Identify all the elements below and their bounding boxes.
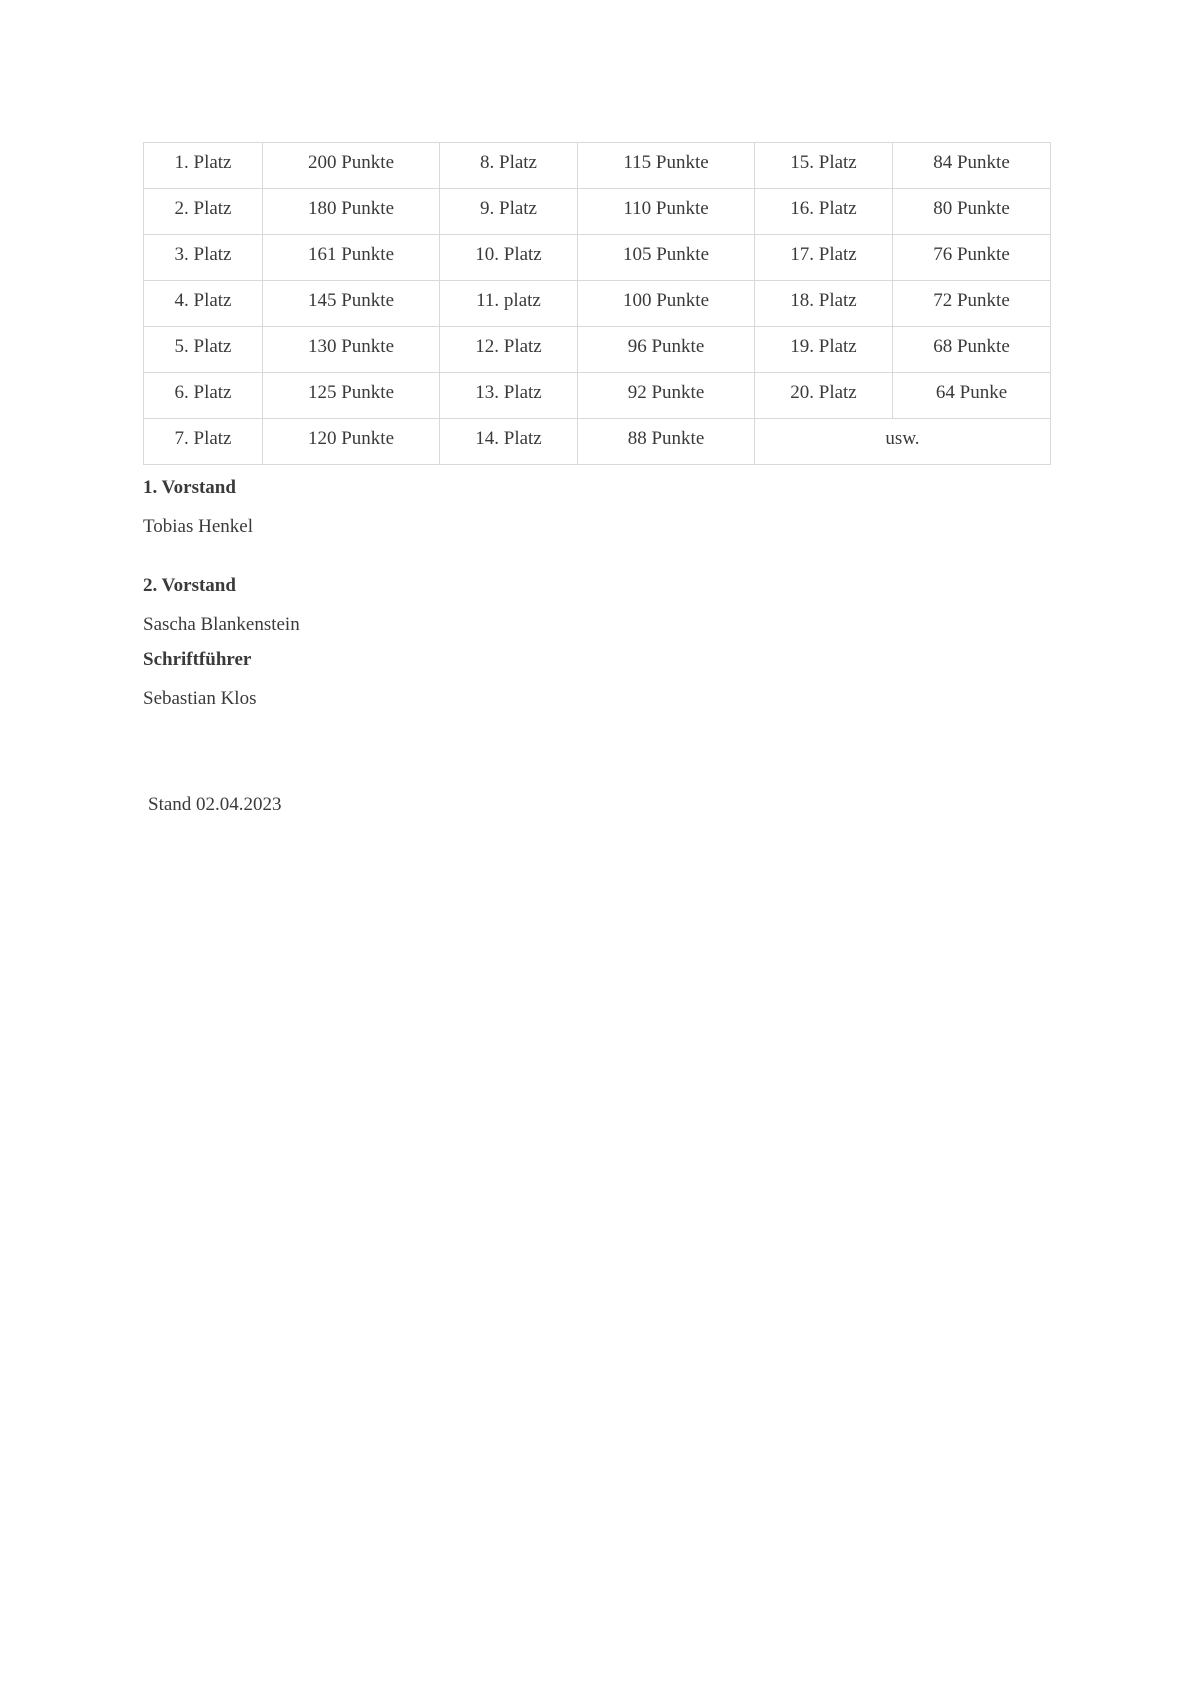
rank-cell: 19. Platz bbox=[755, 327, 893, 373]
rank-cell: 3. Platz bbox=[144, 235, 263, 281]
rank-cell: 12. Platz bbox=[440, 327, 578, 373]
table-row bbox=[144, 419, 1051, 465]
points-cell: 161 Punkte bbox=[263, 235, 440, 281]
rank-cell: 18. Platz bbox=[755, 281, 893, 327]
rank-cell: 4. Platz bbox=[144, 281, 263, 327]
rank-cell: 13. Platz bbox=[440, 373, 578, 419]
rank-cell: 2. Platz bbox=[144, 189, 263, 235]
second-chair-name: Sascha Blankenstein bbox=[143, 614, 300, 635]
rank-cell: 10. Platz bbox=[440, 235, 578, 281]
table-row bbox=[144, 143, 1051, 189]
rank-cell: 5. Platz bbox=[144, 327, 263, 373]
points-cell: 92 Punkte bbox=[578, 373, 755, 419]
points-cell: 100 Punkte bbox=[578, 281, 755, 327]
rank-cell: 15. Platz bbox=[755, 143, 893, 189]
points-cell: 84 Punkte bbox=[893, 143, 1051, 189]
etc-cell: usw. bbox=[755, 419, 1051, 465]
rank-cell: 8. Platz bbox=[440, 143, 578, 189]
stand-date: Stand 02.04.2023 bbox=[148, 794, 282, 815]
points-cell: 105 Punkte bbox=[578, 235, 755, 281]
table-row bbox=[144, 281, 1051, 327]
points-cell: 76 Punkte bbox=[893, 235, 1051, 281]
rank-cell: 14. Platz bbox=[440, 419, 578, 465]
rank-cell: 6. Platz bbox=[144, 373, 263, 419]
points-cell: 120 Punkte bbox=[263, 419, 440, 465]
points-cell: 72 Punkte bbox=[893, 281, 1051, 327]
secretary-name: Sebastian Klos bbox=[143, 688, 257, 709]
points-cell: 96 Punkte bbox=[578, 327, 755, 373]
table-row bbox=[144, 235, 1051, 281]
rank-cell: 11. platz bbox=[440, 281, 578, 327]
points-cell: 88 Punkte bbox=[578, 419, 755, 465]
points-cell: 125 Punkte bbox=[263, 373, 440, 419]
points-cell: 110 Punkte bbox=[578, 189, 755, 235]
first-chair-name: Tobias Henkel bbox=[143, 516, 254, 537]
rank-cell: 17. Platz bbox=[755, 235, 893, 281]
points-cell: 64 Punke bbox=[893, 373, 1051, 419]
points-cell: 180 Punkte bbox=[263, 189, 440, 235]
rank-cell: 20. Platz bbox=[755, 373, 893, 419]
points-cell: 145 Punkte bbox=[263, 281, 440, 327]
table-row bbox=[144, 189, 1051, 235]
second-chair-heading: 2. Vorstand bbox=[143, 575, 236, 596]
points-cell: 115 Punkte bbox=[578, 143, 755, 189]
rank-cell: 9. Platz bbox=[440, 189, 578, 235]
secretary-heading: Schriftführer bbox=[143, 649, 252, 670]
rank-cell: 7. Platz bbox=[144, 419, 263, 465]
rank-cell: 1. Platz bbox=[144, 143, 263, 189]
rank-cell: 16. Platz bbox=[755, 189, 893, 235]
points-table bbox=[143, 142, 1051, 465]
table-row bbox=[144, 373, 1051, 419]
table-row bbox=[144, 327, 1051, 373]
first-chair-heading: 1. Vorstand bbox=[143, 477, 236, 498]
points-cell: 130 Punkte bbox=[263, 327, 440, 373]
points-cell: 80 Punkte bbox=[893, 189, 1051, 235]
points-cell: 200 Punkte bbox=[263, 143, 440, 189]
points-cell: 68 Punkte bbox=[893, 327, 1051, 373]
